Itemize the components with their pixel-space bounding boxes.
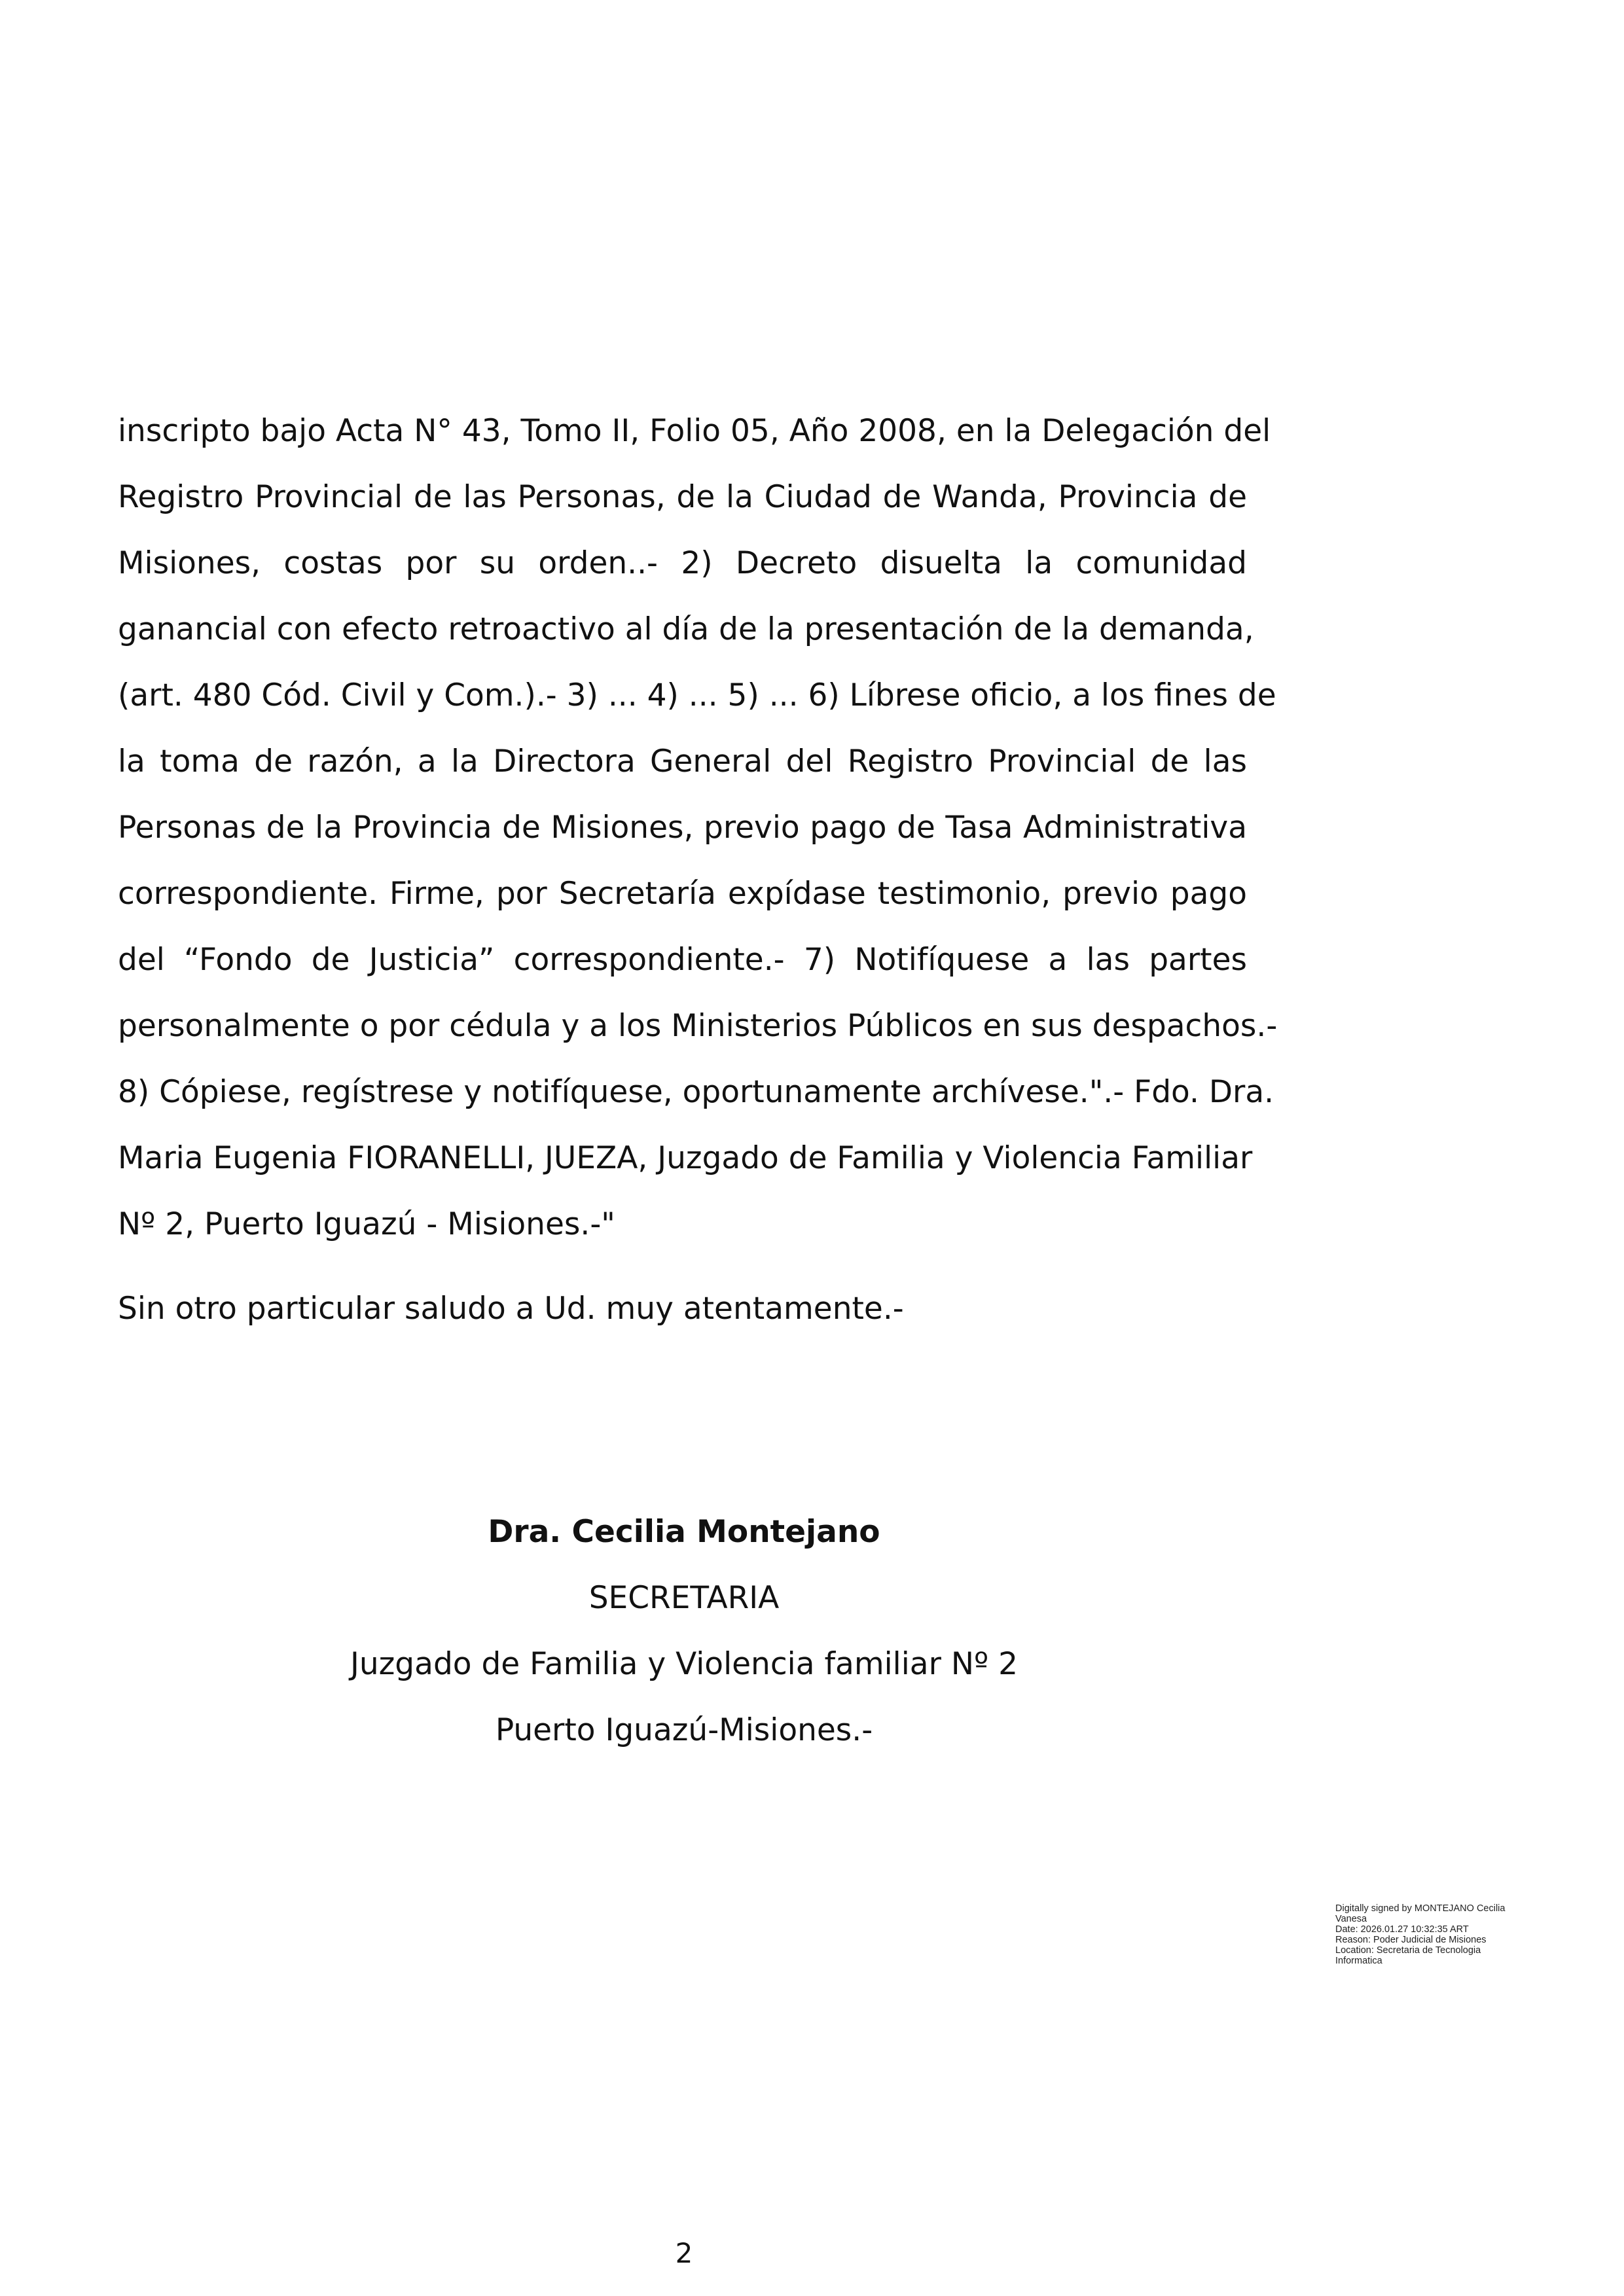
- signatory-location: Puerto Iguazú-Misiones.-: [495, 1712, 873, 1748]
- stamp-line: Date: 2026.01.27 10:32:35 ART: [1335, 1924, 1469, 1935]
- body-line: 8) Cópiese, regístrese y notifíquese, oportunamente archívese.".- Fdo. Dra.: [118, 1074, 1274, 1110]
- body-line: Personas de la Provincia de Misiones, previo pago de Tasa Administrativa: [118, 810, 1247, 846]
- body-line: correspondiente. Firme, por Secretaría expídase testimonio, previo pago: [118, 876, 1247, 912]
- stamp-line: Vanesa: [1335, 1914, 1367, 1924]
- body-line: (art. 480 Cód. Civil y Com.).- 3) ... 4) ... 5) ... 6) Líbrese oficio, a los fines de: [118, 677, 1276, 713]
- body-line: Maria Eugenia FIORANELLI, JUEZA, Juzgado de Familia y Violencia Familiar: [118, 1140, 1253, 1176]
- signature-block: [0, 1499, 1368, 1763]
- stamp-line: Reason: Poder Judicial de Misiones: [1335, 1935, 1487, 1945]
- body-line: Misiones, costas por su orden..- 2) Decreto disuelta la comunidad: [118, 545, 1247, 581]
- signatory-name: Dra. Cecilia Montejano: [488, 1514, 880, 1550]
- body-paragraph: [118, 398, 1278, 1257]
- page-number: 2: [675, 2237, 693, 2269]
- stamp-line: Location: Secretaria de Tecnologia: [1335, 1945, 1481, 1956]
- body-line: Nº 2, Puerto Iguazú - Misiones.-": [118, 1206, 615, 1242]
- signatory-title: SECRETARIA: [588, 1580, 780, 1616]
- body-line: inscripto bajo Acta N° 43, Tomo II, Folio 05, Año 2008, en la Delegación del: [118, 413, 1271, 449]
- body-line: del “Fondo de Justicia” correspondiente.- 7) Notifíquese a las partes: [118, 942, 1247, 978]
- body-line: ganancial con efecto retroactivo al día de la presentación de la demanda,: [118, 611, 1254, 647]
- digital-signature-stamp: [1335, 1903, 1558, 1966]
- closing-salutation: Sin otro particular saludo a Ud. muy atentamente.-: [118, 1291, 904, 1327]
- body-line: la toma de razón, a la Directora General del Registro Provincial de las: [118, 744, 1247, 780]
- body-line: Registro Provincial de las Personas, de la Ciudad de Wanda, Provincia de: [118, 479, 1247, 515]
- signatory-court: Juzgado de Familia y Violencia familiar Nº 2: [350, 1646, 1018, 1682]
- body-line: personalmente o por cédula y a los Ministerios Públicos en sus despachos.-: [118, 1008, 1278, 1044]
- stamp-line: Digitally signed by MONTEJANO Cecilia: [1335, 1903, 1506, 1914]
- stamp-line: Informatica: [1335, 1956, 1382, 1966]
